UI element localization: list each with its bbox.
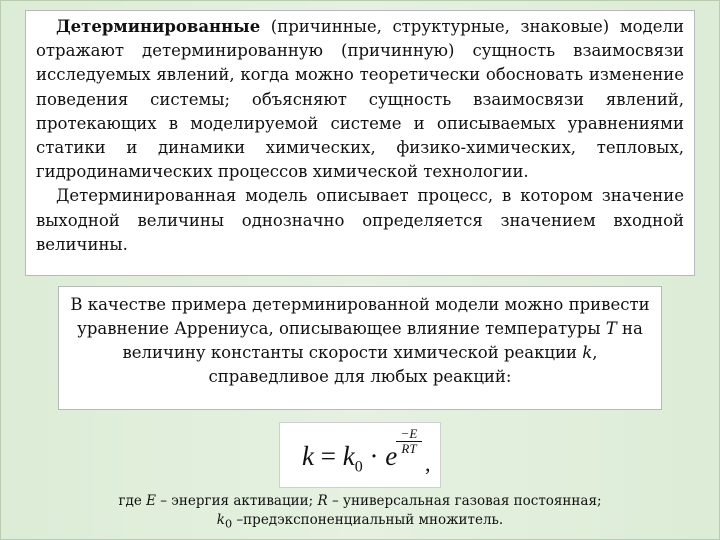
exponent-denominator: RT [401,441,417,456]
caption-part2: – универсальная газовая постоянная; [327,493,602,509]
formula-caption [60,492,660,534]
formula-main [302,441,397,476]
caption-part1: – энергия активации; [155,493,318,509]
model-description-paragraph: Детерминированная модель описывает процесс, в котором значение выходной величины однозначно определяется значением входной величины. [36,186,684,254]
formula-k0-base: k [342,441,355,471]
formula-equals: = [313,441,343,471]
formula-exponent [396,427,422,456]
formula-k0-sub: 0 [354,458,363,476]
example-text-box [58,286,662,410]
caption-var-k0: k [216,512,225,528]
formula-lhs: k [302,441,314,471]
example-text-start: В качестве примера детерминированной модели можно привести уравнение Аррениуса, описывающее влияние температуры [70,295,650,338]
caption-var-R: R [317,493,328,509]
arrhenius-formula [279,422,441,488]
example-text-middle: на величину константы скорости химической реакции [122,319,643,362]
variable-k: k [582,343,593,362]
example-text-end: , справедливое для любых реакций: [208,343,598,386]
caption-prefix: где [118,493,147,509]
formula-base-e: e [385,441,398,471]
definition-paragraph-text: (причинные, структурные, знаковые) модели отражают детерминированную (причинную) сущность взаимосвязи исследуемых явлений, когда можно теоретически обосновать изменение поведения системы; объясняют сущность взаимосвязи явлений, протекающих в моделируемой системе и описываемых уравнениями статики и динамики химических, физико-химических, тепловых, гидродинамических процессов химической технологии. [36,17,684,182]
formula-trailing-comma: , [425,451,431,476]
variable-T: T [605,319,617,338]
definition-text-box [25,10,695,276]
exponent-numerator: −E [396,427,422,442]
caption-var-E: E [146,493,156,509]
formula-dot: · [362,441,386,471]
term-deterministic: Детерминированные [56,17,261,36]
caption-var-k0-sub: 0 [224,517,233,531]
caption-part3: –предэкспоненциальный множитель. [232,512,504,528]
definition-paragraph [36,15,684,184]
